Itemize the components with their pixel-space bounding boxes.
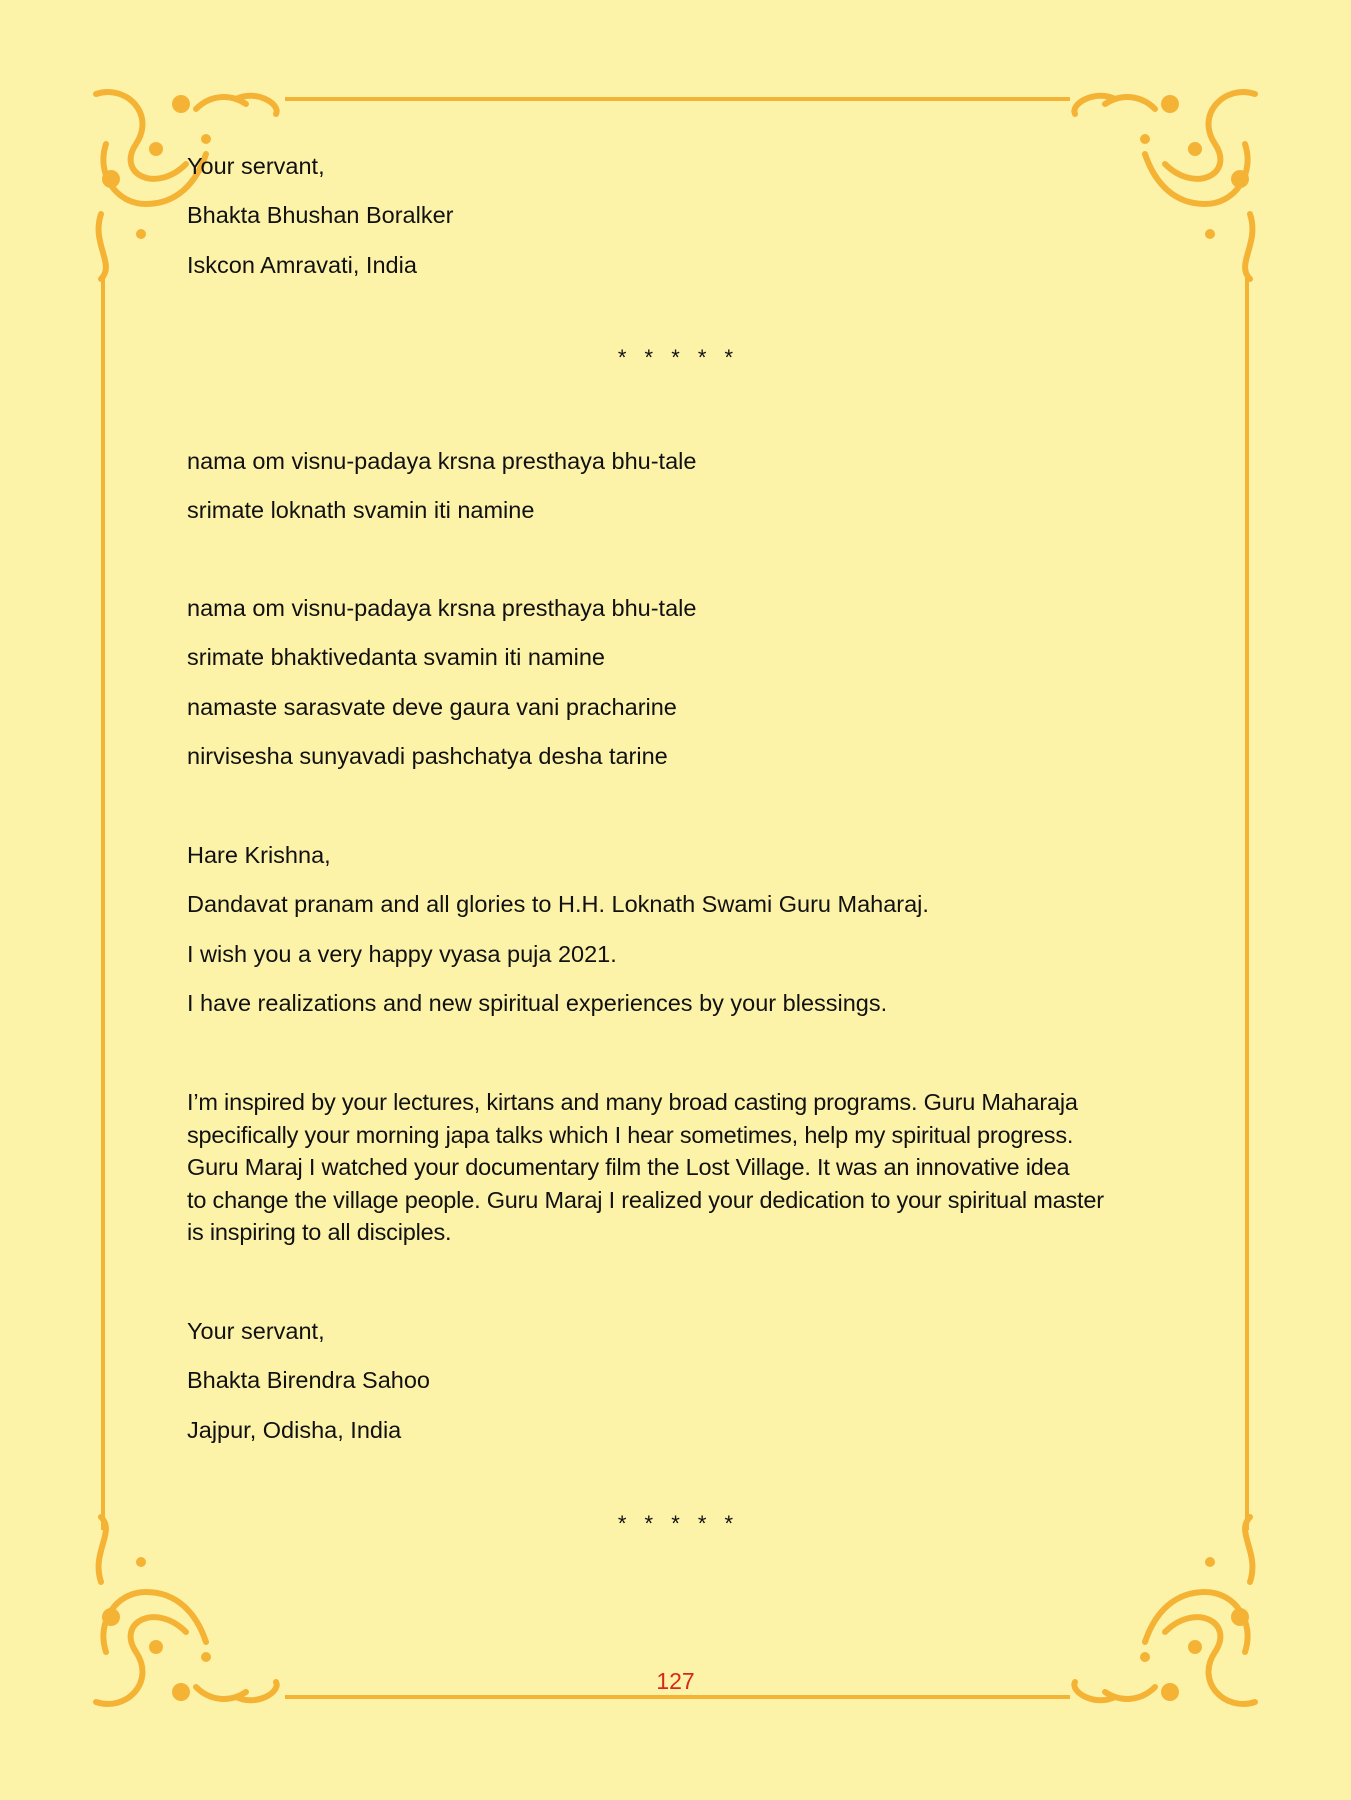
author-name: Bhakta Bhushan Boralker <box>187 202 454 229</box>
section-separator: * * * * * <box>617 1511 740 1536</box>
pranam-mantra-1 <box>187 437 696 536</box>
greeting-line: I have realizations and new spiritual experiences by your blessings. <box>187 990 888 1017</box>
paragraph-line: Guru Maraj I watched your documentary film the Lost Village. It was an innovative idea <box>187 1154 1070 1181</box>
closing-salutation: Your servant, <box>187 153 325 179</box>
letter2-closing <box>187 1307 430 1455</box>
mantra-line: nirvisesha sunyavadi pashchatya desha tarine <box>187 743 668 770</box>
greeting <box>187 831 929 1029</box>
border-left-rule <box>101 275 105 1530</box>
corner-ornament-top-right-icon <box>1065 84 1265 284</box>
mantra-line: srimate bhaktivedanta svamin iti namine <box>187 644 605 671</box>
border-top-rule <box>285 97 1070 101</box>
greeting-line: I wish you a very happy vyasa puja 2021. <box>187 940 617 967</box>
section-separator: * * * * * <box>617 345 740 370</box>
paragraph-line: I’m inspired by your lectures, kirtans and many broad casting programs. Guru Maharaja <box>187 1089 1078 1115</box>
mantra-line: nama om visnu-padaya krsna presthaya bhu-tale <box>187 448 697 474</box>
border-bottom-rule <box>285 1695 1070 1699</box>
closing-salutation: Your servant, <box>187 1318 325 1344</box>
paragraph-line: to change the village people. Guru Maraj I realized your dedication to your spiritual master <box>187 1186 1104 1213</box>
mantra-line: srimate loknath svamin iti namine <box>187 497 535 524</box>
author-location: Jajpur, Odisha, India <box>187 1416 402 1443</box>
letter1-closing <box>187 142 454 290</box>
pranam-mantra-2 <box>187 584 696 782</box>
body-paragraph <box>187 1086 1104 1249</box>
author-location: Iskcon Amravati, India <box>187 251 417 278</box>
mantra-line: nama om visnu-padaya krsna presthaya bhu-tale <box>187 595 697 621</box>
page-number: 127 <box>656 1668 695 1694</box>
mantra-line: namaste sarasvate deve gaura vani pracharine <box>187 693 677 720</box>
greeting-line: Hare Krishna, <box>187 842 331 868</box>
paragraph-line: is inspiring to all disciples. <box>187 1219 452 1246</box>
border-right-rule <box>1245 275 1249 1530</box>
author-name: Bhakta Birendra Sahoo <box>187 1367 430 1394</box>
greeting-line: Dandavat pranam and all glories to H.H. Loknath Swami Guru Maharaj. <box>187 891 929 918</box>
paragraph-line: specifically your morning japa talks which I hear sometimes, help my spiritual progress. <box>187 1121 1074 1148</box>
